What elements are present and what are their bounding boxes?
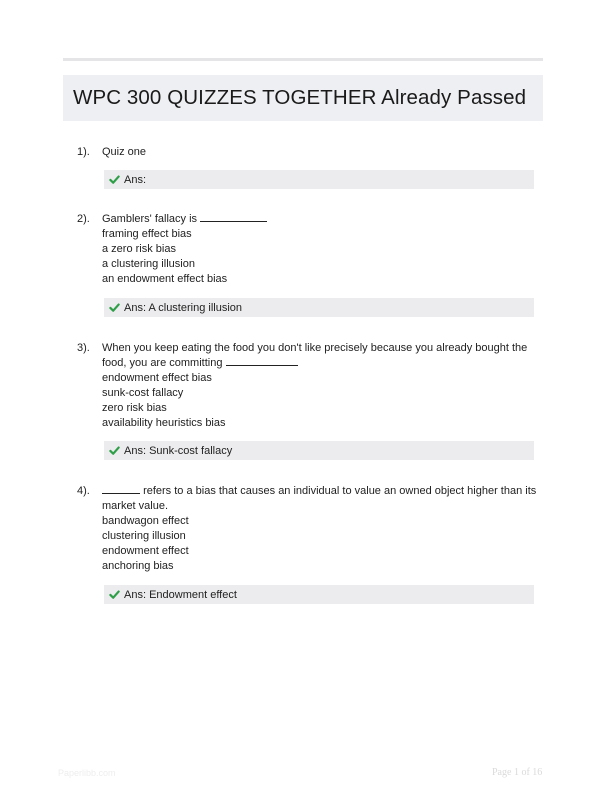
option: clustering illusion	[102, 530, 186, 542]
option: zero risk bias	[102, 402, 167, 414]
question-stem: When you keep eating the food you don't like precisely because you already bought the	[102, 342, 528, 354]
answer-text: Ans:	[124, 173, 147, 186]
checkmark-icon	[109, 589, 120, 600]
answer-text: Ans: Sunk-cost fallacy	[124, 444, 233, 457]
checkmark-icon	[109, 174, 120, 185]
question-line: Quiz one	[102, 146, 147, 158]
answer-box-2	[104, 298, 534, 317]
question-number: 4).	[77, 485, 90, 497]
checkmark-icon	[109, 302, 120, 313]
question-text	[102, 341, 537, 431]
fill-in-blank	[102, 484, 140, 494]
answer-box-3	[104, 441, 534, 460]
checkmark-icon	[109, 445, 120, 456]
question-stem: Gamblers' fallacy is	[102, 212, 537, 227]
question-stem: refers to a bias that causes an individual to value an owned object higher than its	[102, 484, 537, 499]
fill-in-blank	[200, 212, 267, 222]
question-number: 2).	[77, 213, 90, 225]
question-stem: market value.	[102, 500, 169, 512]
question-text	[102, 145, 537, 160]
page-title: WPC 300 QUIZZES TOGETHER Already Passed	[73, 86, 527, 109]
answer-text: Ans: A clustering illusion	[124, 301, 243, 314]
option: a zero risk bias	[102, 243, 176, 255]
fill-in-blank	[226, 356, 298, 366]
footer-watermark: Paperlibb.com	[58, 768, 116, 778]
answer-text: Ans: Endowment effect	[124, 588, 237, 601]
title-banner	[63, 75, 543, 121]
option: an endowment effect bias	[102, 273, 228, 285]
option: endowment effect	[102, 545, 189, 557]
option: availability heuristics bias	[102, 417, 226, 429]
top-divider	[63, 58, 543, 61]
option: bandwagon effect	[102, 515, 189, 527]
question-text	[102, 484, 537, 574]
option: a clustering illusion	[102, 258, 195, 270]
option: anchoring bias	[102, 560, 174, 572]
question-stem: food, you are committing	[102, 356, 537, 371]
question-number: 3).	[77, 342, 90, 354]
question-number: 1).	[77, 146, 90, 158]
page-number: Page 1 of 16	[492, 767, 543, 778]
option: framing effect bias	[102, 228, 192, 240]
option: sunk-cost fallacy	[102, 387, 184, 399]
question-text	[102, 212, 537, 287]
option: endowment effect bias	[102, 372, 212, 384]
answer-box-4	[104, 585, 534, 604]
answer-box-1	[104, 170, 534, 189]
